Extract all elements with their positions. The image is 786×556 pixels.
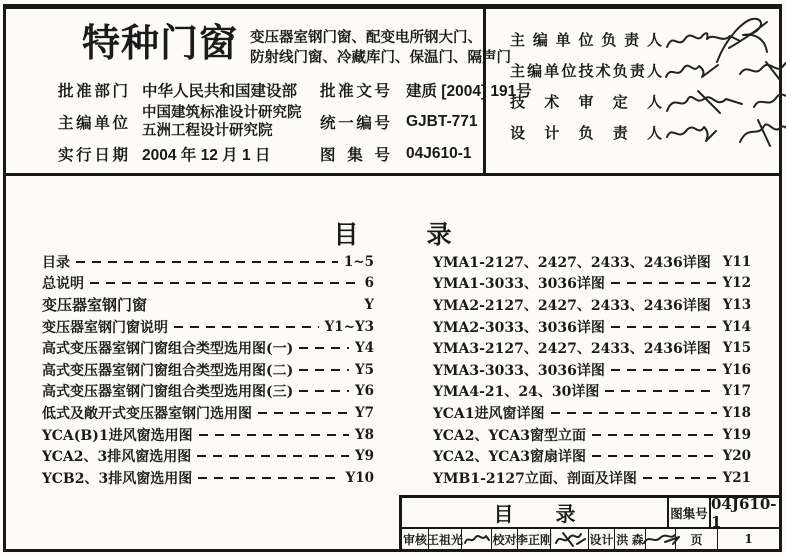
toc-item: YMA1-3033、3036详图 Y12 <box>433 275 751 293</box>
field-label-approval-no: 批准文号 <box>320 83 390 100</box>
proofreader-signature <box>550 529 588 549</box>
field-label-chief-editor: 主编单位 <box>58 115 128 132</box>
dash-leader <box>76 261 338 263</box>
title-block-heading <box>402 498 667 527</box>
page-number: 1 <box>717 529 779 549</box>
title-block-heading-char1: 目 <box>493 504 514 527</box>
toc-item: YCA(B)1进风窗选用图 Y8 <box>42 426 374 444</box>
toc-item: YCB2、3排风窗选用图 Y10 <box>42 469 374 487</box>
toc-item: YMA2-2127、2427、2433、2436详图 Y13 <box>433 296 752 314</box>
signature-icon <box>463 531 491 547</box>
title-block-heading-char2: 录 <box>555 504 576 527</box>
signature-icon <box>553 530 587 548</box>
field-value-approval-dept: 中华人民共和国建设部 <box>142 83 298 100</box>
header-left <box>6 9 532 173</box>
toc-item: 总说明 6 <box>42 275 374 293</box>
field-label-unified-no: 统一编号 <box>320 115 390 132</box>
toc-item: YCA2、YCA3窗扇详图 Y20 <box>433 448 751 466</box>
design-label: 设计 <box>588 529 614 549</box>
designer-signature <box>645 529 675 549</box>
toc-item: YMB1-2127立面、剖面及详图 Y21 <box>433 469 751 487</box>
signer-label-chief: 主编单位负责人 <box>510 32 662 49</box>
atlas-number: 04J610-1 <box>709 498 779 527</box>
signer-row-design-chief <box>510 121 771 144</box>
toc-item: YCA2、3排风窗选用图 Y9 <box>42 448 374 466</box>
signatures-design-chief <box>662 118 786 148</box>
toc-item: 高式变压器室钢门窗组合类型选用图(三) Y6 <box>42 383 374 401</box>
title-wrap <box>82 21 511 68</box>
toc-column-left <box>42 251 374 489</box>
doc-subtitle <box>250 28 511 68</box>
field-label-atlas-no: 图集号 <box>320 147 390 164</box>
dash-leader <box>592 434 717 436</box>
signer-row-tech-chief <box>510 59 771 82</box>
toc-heading-char2: 录 <box>426 221 452 249</box>
signer-row-chief <box>510 28 771 51</box>
field-label-effective-date: 实行日期 <box>58 147 128 164</box>
dash-leader <box>197 455 349 457</box>
dash-leader <box>198 477 339 479</box>
toc-item-section: 变压器室钢门窗 Y <box>42 296 374 315</box>
toc-item: YMA3-3033、3036详图 Y16 <box>433 361 751 379</box>
toc-heading-char1: 目 <box>333 221 359 249</box>
approval-info-grid <box>58 79 532 165</box>
signatures-tech-chief <box>662 58 786 84</box>
title-block-row1 <box>402 494 779 531</box>
signer-label-tech-chief: 主编单位技术负责人 <box>510 63 662 80</box>
header-section <box>6 9 779 176</box>
field-value-approval-no: 建质 [2004] 191号 <box>406 83 532 100</box>
dash-leader <box>299 369 349 371</box>
signature-box <box>483 9 779 173</box>
signature-icon <box>662 119 720 147</box>
dash-leader <box>643 477 717 479</box>
dash-leader <box>90 282 359 284</box>
toc-heading <box>6 222 779 248</box>
toc-column-right <box>433 251 751 489</box>
toc-item: YMA4-21、24、30详图 Y17 <box>433 383 751 401</box>
dash-leader <box>605 390 716 392</box>
dash-leader <box>611 369 717 371</box>
dash-leader <box>258 412 349 414</box>
designer-name: 洪 森 <box>614 529 645 549</box>
chief-editor-org-2: 五洲工程设计研究院 <box>142 123 273 139</box>
toc-item: YMA3-2127、2427、2433、2436详图 Y15 <box>433 340 752 358</box>
dash-leader <box>592 455 717 457</box>
dash-leader <box>299 347 349 349</box>
chief-editor-org-1: 中国建筑标准设计研究院 <box>142 105 302 121</box>
toc-item: 低式及敞开式变压器室钢门选用图 Y7 <box>42 404 374 422</box>
toc-item: 变压器室钢门窗说明 Y1~Y3 <box>42 318 374 336</box>
toc-item: 高式变压器室钢门窗组合类型选用图(二) Y5 <box>42 361 374 379</box>
field-value-unified-no: GJBT-771 <box>406 113 478 130</box>
review-label: 审核 <box>402 532 427 547</box>
signatures-tech-approver <box>662 87 786 117</box>
toc-item: YCA1进风窗详图 Y18 <box>433 404 751 422</box>
dash-leader <box>174 326 319 328</box>
signer-row-tech-approver <box>510 90 771 113</box>
signer-label-tech-approver: 技术审定人 <box>510 94 662 111</box>
signature-icon <box>662 87 746 117</box>
toc-item: 目录 1~5 <box>42 253 374 271</box>
field-label-approval-dept: 批准部门 <box>58 83 128 100</box>
reviewer-name: 王祖光 <box>428 529 461 549</box>
page-label: 页 <box>675 529 717 549</box>
toc-item: 高式变压器室钢门窗组合类型选用图(一) Y4 <box>42 340 374 358</box>
dash-leader <box>551 412 717 414</box>
signature-icon <box>750 87 786 117</box>
atlas-no-label: 图集号 <box>667 498 709 527</box>
signature-icon <box>734 118 786 148</box>
toc-item: YCA2、YCA3窗型立面 Y19 <box>433 426 751 444</box>
doc-title: 特种门窗 <box>82 23 239 65</box>
dash-leader <box>153 304 358 306</box>
page-border-frame <box>3 4 782 552</box>
field-value-effective-date: 2004 年 12 月 1 日 <box>142 147 271 164</box>
doc-subtitle-line2: 防射线门窗、冷藏库门、保温门、隔声门 <box>250 50 512 66</box>
dash-leader <box>611 326 717 328</box>
toc-item: YMA1-2127、2427、2433、2436详图 Y11 <box>433 253 752 271</box>
proofreader-name: 李正刚 <box>517 529 550 549</box>
signature-icon <box>736 58 786 84</box>
title-block-row2 <box>402 529 779 549</box>
toc-item: YMA2-3033、3036详图 Y14 <box>433 318 751 336</box>
proofread-label: 校对 <box>491 529 517 549</box>
title-block <box>399 495 779 549</box>
dash-leader <box>299 390 349 392</box>
dash-leader <box>199 434 349 436</box>
signature-icon <box>662 58 724 84</box>
signer-label-design-chief: 设计负责人 <box>510 125 662 142</box>
reviewer-signature <box>461 529 491 549</box>
dash-leader <box>611 282 717 284</box>
signatures-chief <box>662 26 771 54</box>
field-value-atlas-no: 04J610-1 <box>406 145 472 162</box>
field-value-chief-editor <box>142 104 312 140</box>
doc-subtitle-line1: 变压器室钢门窗、配变电所钢大门、 <box>250 30 483 46</box>
